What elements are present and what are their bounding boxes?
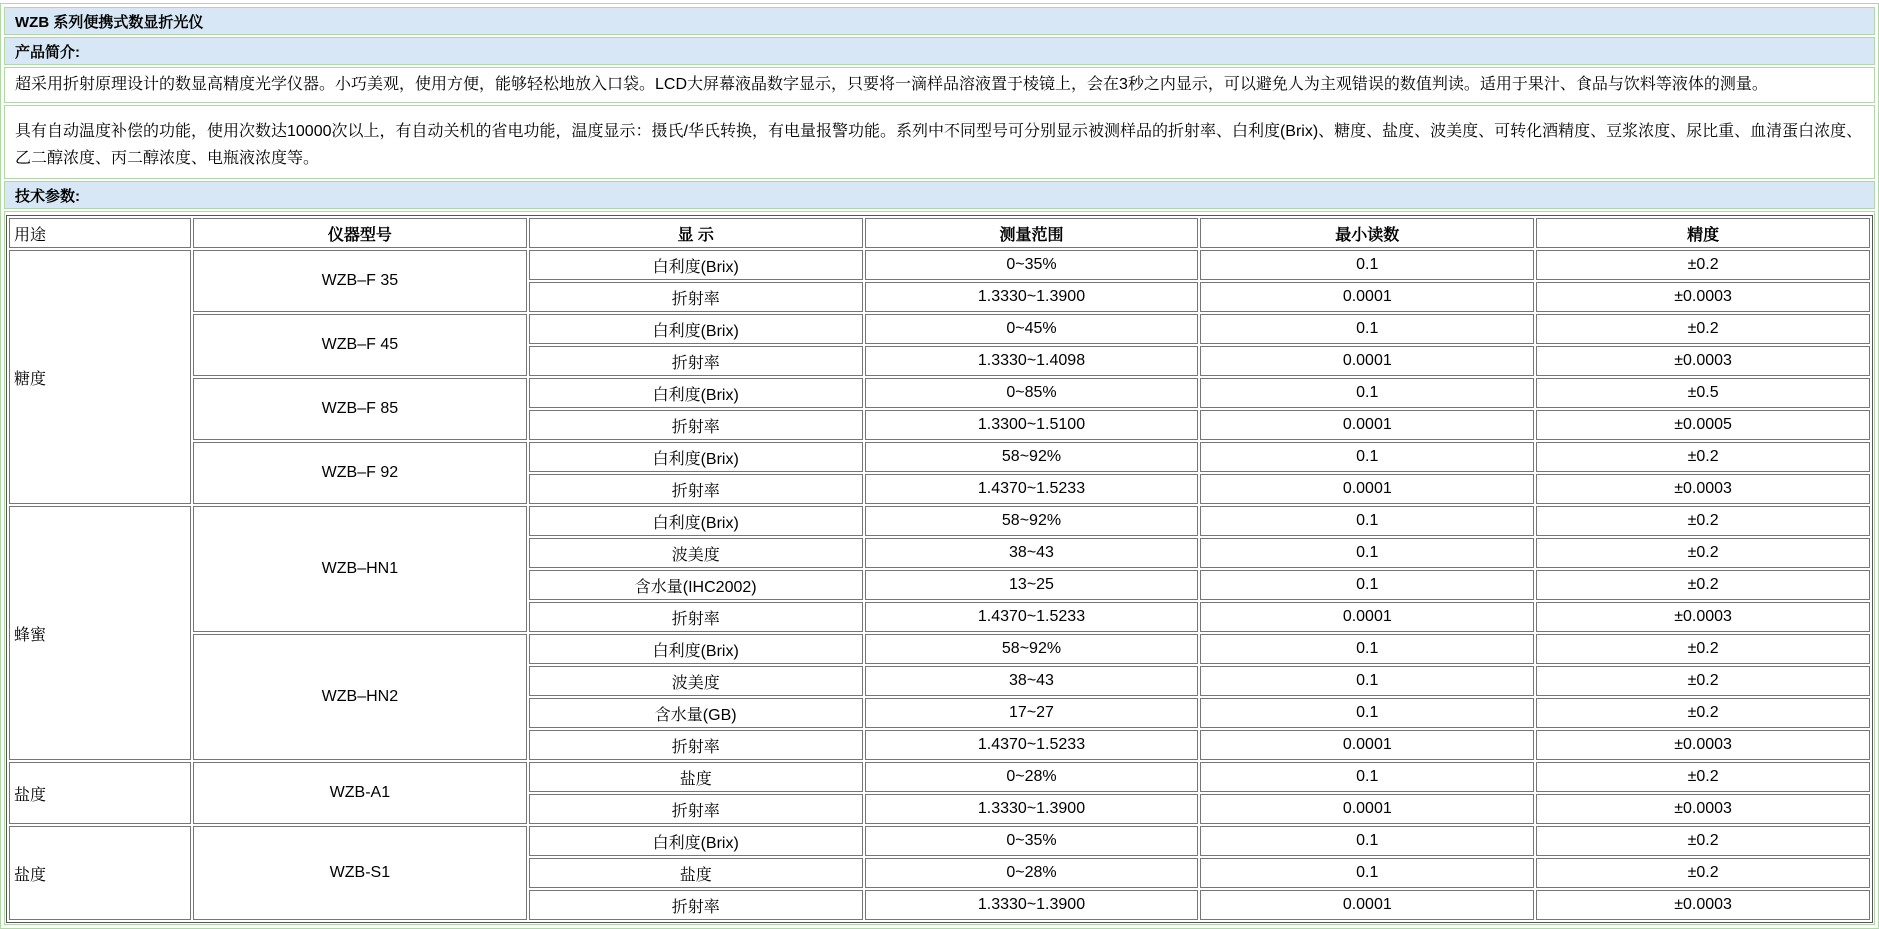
display-cell: 含水量(GB) xyxy=(529,698,863,728)
intro-paragraph-2-section xyxy=(4,105,1875,179)
display-cell: 折射率 xyxy=(529,794,863,824)
table-row xyxy=(9,506,1870,536)
range-cell: 58~92% xyxy=(865,442,1199,472)
resolution-cell: 0.1 xyxy=(1200,666,1534,696)
specs-table-body xyxy=(9,250,1870,920)
accuracy-cell: ±0.0005 xyxy=(1536,410,1870,440)
display-cell: 折射率 xyxy=(529,730,863,760)
header-cell-4: 最小读数 xyxy=(1200,218,1534,248)
resolution-cell: 0.1 xyxy=(1200,314,1534,344)
specs-heading: 技术参数: xyxy=(5,182,1874,208)
display-cell: 白利度(Brix) xyxy=(529,634,863,664)
resolution-cell: 0.1 xyxy=(1200,858,1534,888)
range-cell: 17~27 xyxy=(865,698,1199,728)
model-cell: WZB-S1 xyxy=(193,826,527,920)
accuracy-cell: ±0.2 xyxy=(1536,762,1870,792)
table-row xyxy=(9,442,1870,472)
range-cell: 13~25 xyxy=(865,570,1199,600)
range-cell: 0~35% xyxy=(865,826,1199,856)
display-cell: 折射率 xyxy=(529,346,863,376)
range-cell: 1.3330~1.4098 xyxy=(865,346,1199,376)
display-cell: 白利度(Brix) xyxy=(529,250,863,280)
range-cell: 1.4370~1.5233 xyxy=(865,602,1199,632)
range-cell: 38~43 xyxy=(865,666,1199,696)
header-cell-2: 显 示 xyxy=(529,218,863,248)
specs-table-wrap xyxy=(5,212,1874,924)
accuracy-cell: ±0.0003 xyxy=(1536,730,1870,760)
display-cell: 白利度(Brix) xyxy=(529,826,863,856)
display-cell: 白利度(Brix) xyxy=(529,314,863,344)
range-cell: 0~85% xyxy=(865,378,1199,408)
specs-label-section xyxy=(4,181,1875,209)
resolution-cell: 0.1 xyxy=(1200,762,1534,792)
resolution-cell: 0.0001 xyxy=(1200,794,1534,824)
header-cell-3: 测量范围 xyxy=(865,218,1199,248)
resolution-cell: 0.0001 xyxy=(1200,730,1534,760)
range-cell: 0~28% xyxy=(865,858,1199,888)
resolution-cell: 0.1 xyxy=(1200,570,1534,600)
resolution-cell: 0.1 xyxy=(1200,250,1534,280)
use-cell: 糖度 xyxy=(9,250,191,504)
resolution-cell: 0.0001 xyxy=(1200,282,1534,312)
range-cell: 1.4370~1.5233 xyxy=(865,730,1199,760)
accuracy-cell: ±0.0003 xyxy=(1536,282,1870,312)
model-cell: WZB–HN2 xyxy=(193,634,527,760)
model-cell: WZB–F 35 xyxy=(193,250,527,312)
display-cell: 含水量(IHC2002) xyxy=(529,570,863,600)
specs-header-row xyxy=(9,218,1870,248)
range-cell: 0~28% xyxy=(865,762,1199,792)
accuracy-cell: ±0.0003 xyxy=(1536,602,1870,632)
resolution-cell: 0.1 xyxy=(1200,506,1534,536)
header-cell-1: 仪器型号 xyxy=(193,218,527,248)
range-cell: 1.4370~1.5233 xyxy=(865,474,1199,504)
accuracy-cell: ±0.2 xyxy=(1536,858,1870,888)
accuracy-cell: ±0.2 xyxy=(1536,826,1870,856)
range-cell: 1.3330~1.3900 xyxy=(865,282,1199,312)
intro-paragraph-1: 超采用折射原理设计的数显高精度光学仪器。小巧美观，使用方便，能够轻松地放入口袋。LCD大屏幕液晶数字显示，只要将一滴样品溶液置于棱镜上，会在3秒之内显示，可以避免人为主观错误的数值判读。适用于果汁、食品与饮料等液体的测量。 xyxy=(15,76,1768,93)
resolution-cell: 0.0001 xyxy=(1200,346,1534,376)
display-cell: 波美度 xyxy=(529,666,863,696)
resolution-cell: 0.1 xyxy=(1200,378,1534,408)
specs-table-section xyxy=(4,211,1875,925)
display-cell: 白利度(Brix) xyxy=(529,506,863,536)
resolution-cell: 0.0001 xyxy=(1200,410,1534,440)
resolution-cell: 0.1 xyxy=(1200,538,1534,568)
display-cell: 盐度 xyxy=(529,858,863,888)
display-cell: 折射率 xyxy=(529,282,863,312)
range-cell: 1.3330~1.3900 xyxy=(865,890,1199,920)
accuracy-cell: ±0.2 xyxy=(1536,666,1870,696)
display-cell: 折射率 xyxy=(529,602,863,632)
table-row xyxy=(9,378,1870,408)
resolution-cell: 0.0001 xyxy=(1200,602,1534,632)
header-cell-5: 精度 xyxy=(1536,218,1870,248)
accuracy-cell: ±0.0003 xyxy=(1536,794,1870,824)
accuracy-cell: ±0.5 xyxy=(1536,378,1870,408)
accuracy-cell: ±0.0003 xyxy=(1536,890,1870,920)
resolution-cell: 0.0001 xyxy=(1200,890,1534,920)
accuracy-cell: ±0.2 xyxy=(1536,442,1870,472)
range-cell: 0~45% xyxy=(865,314,1199,344)
accuracy-cell: ±0.2 xyxy=(1536,506,1870,536)
range-cell: 0~35% xyxy=(865,250,1199,280)
resolution-cell: 0.0001 xyxy=(1200,474,1534,504)
resolution-cell: 0.1 xyxy=(1200,698,1534,728)
use-cell: 盐度 xyxy=(9,826,191,920)
range-cell: 38~43 xyxy=(865,538,1199,568)
display-cell: 白利度(Brix) xyxy=(529,442,863,472)
display-cell: 波美度 xyxy=(529,538,863,568)
range-cell: 58~92% xyxy=(865,506,1199,536)
intro-label-section xyxy=(4,37,1875,65)
table-row xyxy=(9,250,1870,280)
table-row xyxy=(9,314,1870,344)
range-cell: 1.3330~1.3900 xyxy=(865,794,1199,824)
intro-paragraph-1-section xyxy=(4,67,1875,103)
accuracy-cell: ±0.2 xyxy=(1536,634,1870,664)
accuracy-cell: ±0.2 xyxy=(1536,538,1870,568)
specs-table xyxy=(6,215,1873,923)
accuracy-cell: ±0.2 xyxy=(1536,698,1870,728)
title-section xyxy=(4,7,1875,35)
display-cell: 盐度 xyxy=(529,762,863,792)
product-page xyxy=(0,3,1879,929)
display-cell: 白利度(Brix) xyxy=(529,378,863,408)
model-cell: WZB-A1 xyxy=(193,762,527,824)
intro-paragraph-2: 具有自动温度补偿的功能，使用次数达10000次以上，有自动关机的省电功能，温度显示：摄氏/华氏转换，有电量报警功能。系列中不同型号可分别显示被测样品的折射率、白利度(Brix)、糖度、盐度、波美度、可转化酒精度、豆浆浓度、尿比重、血清蛋白浓度、乙二醇浓度、丙二醇浓度、电瓶液浓度等。 xyxy=(15,123,1863,167)
display-cell: 折射率 xyxy=(529,474,863,504)
accuracy-cell: ±0.2 xyxy=(1536,314,1870,344)
table-row xyxy=(9,634,1870,664)
accuracy-cell: ±0.0003 xyxy=(1536,346,1870,376)
resolution-cell: 0.1 xyxy=(1200,826,1534,856)
model-cell: WZB–F 92 xyxy=(193,442,527,504)
range-cell: 1.3300~1.5100 xyxy=(865,410,1199,440)
model-cell: WZB–F 45 xyxy=(193,314,527,376)
use-cell: 盐度 xyxy=(9,762,191,824)
display-cell: 折射率 xyxy=(529,410,863,440)
range-cell: 58~92% xyxy=(865,634,1199,664)
display-cell: 折射率 xyxy=(529,890,863,920)
table-row xyxy=(9,762,1870,792)
model-cell: WZB–F 85 xyxy=(193,378,527,440)
accuracy-cell: ±0.2 xyxy=(1536,250,1870,280)
accuracy-cell: ±0.2 xyxy=(1536,570,1870,600)
page-title: WZB 系列便携式数显折光仪 xyxy=(5,8,1874,34)
use-cell: 蜂蜜 xyxy=(9,506,191,760)
resolution-cell: 0.1 xyxy=(1200,634,1534,664)
resolution-cell: 0.1 xyxy=(1200,442,1534,472)
table-row xyxy=(9,826,1870,856)
header-cell-0: 用途 xyxy=(9,218,191,248)
intro-heading: 产品简介: xyxy=(5,38,1874,64)
accuracy-cell: ±0.0003 xyxy=(1536,474,1870,504)
model-cell: WZB–HN1 xyxy=(193,506,527,632)
